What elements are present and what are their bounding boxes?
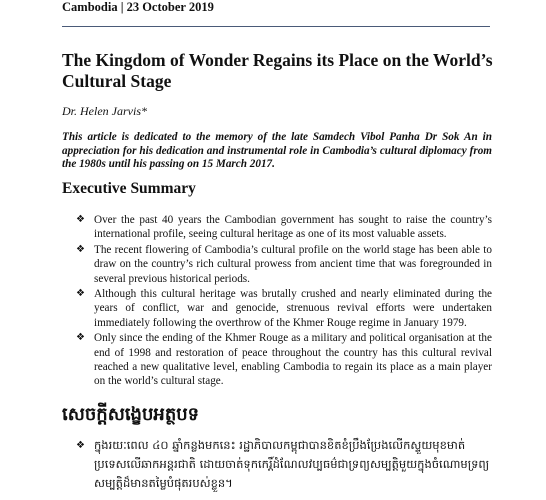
khmer-summary-heading: សេចក្តីសង្ខេបអត្ថបទ [62, 404, 200, 425]
diamond-bullet-icon: ❖ [76, 332, 85, 344]
article-author: Dr. Helen Jarvis* [62, 104, 147, 118]
executive-summary-list [74, 213, 492, 390]
running-header: Cambodia | 23 October 2019 [62, 0, 214, 14]
summary-bullet [74, 331, 492, 389]
executive-summary-heading: Executive Summary [62, 180, 196, 197]
summary-bullet-text: Over the past 40 years the Cambodian government has sought to raise the country’s international profile, seeing cultural heritage as one of its most valuable assets. [94, 214, 492, 241]
summary-bullet [74, 243, 492, 286]
header-divider [62, 26, 490, 27]
diamond-bullet-icon: ❖ [76, 214, 85, 225]
diamond-bullet-icon: ❖ [76, 288, 85, 300]
diamond-bullet-icon: ❖ [76, 440, 85, 451]
dedication-paragraph: This article is dedicated to the memory of the late Samdech Vibol Panha Dr Sok An in appreciation for his dedication and instrumental role in Cambodia’s cultural diplomacy from the 1980s until his passing on 15 March 2017. [62, 131, 492, 170]
summary-bullet-text: Although this cultural heritage was brutally crushed and nearly eliminated during the years of conflict, war and genocide, strenuous revival efforts were undertaken immediately following the overthrow of the Khmer Rouge regime in January 1979. [94, 288, 492, 329]
khmer-summary-bullet [74, 436, 492, 493]
summary-bullet-text: Only since the ending of the Khmer Rouge as a military and political organisation at the end of 1998 and restoration of peace throughout the country has this cultural revival reached a new qualitative level, enabling Cambodia to regain its place as a main player on the world’s cultural stage. [94, 332, 492, 388]
summary-bullet-text: The recent flowering of Cambodia’s cultural profile on the world stage has been able to draw on the country’s rich cultural prowess from ancient time that was foregrounded in several previous historical periods. [94, 243, 492, 285]
article-title: The Kingdom of Wonder Regains its Place on the World’s Cultural Stage [62, 50, 493, 91]
summary-bullet [74, 213, 492, 242]
diamond-bullet-icon: ❖ [76, 243, 85, 255]
khmer-summary-list [74, 436, 492, 493]
summary-bullet [74, 287, 492, 330]
khmer-summary-bullet-text: ក្នុងរយៈពេល ៤០ ឆ្នាំកន្លងមកនេះ រដ្ឋាភិបាលកម្ពុជាបានខិតខំប្រឹងប្រែងលើកស្ទួយមុខមាត់ប្រទេសលើឆាកអន្តរជាតិ ដោយចាត់ទុកកេរ្តិ៍ដំណែលវប្បធម៌ជាទ្រព្យសម្បត្តិមួយក្នុងចំណោមទ្រព្យសម្បត្តិដ៏មានតម្លៃបំផុតរបស់ខ្លួន។ [94, 438, 490, 490]
